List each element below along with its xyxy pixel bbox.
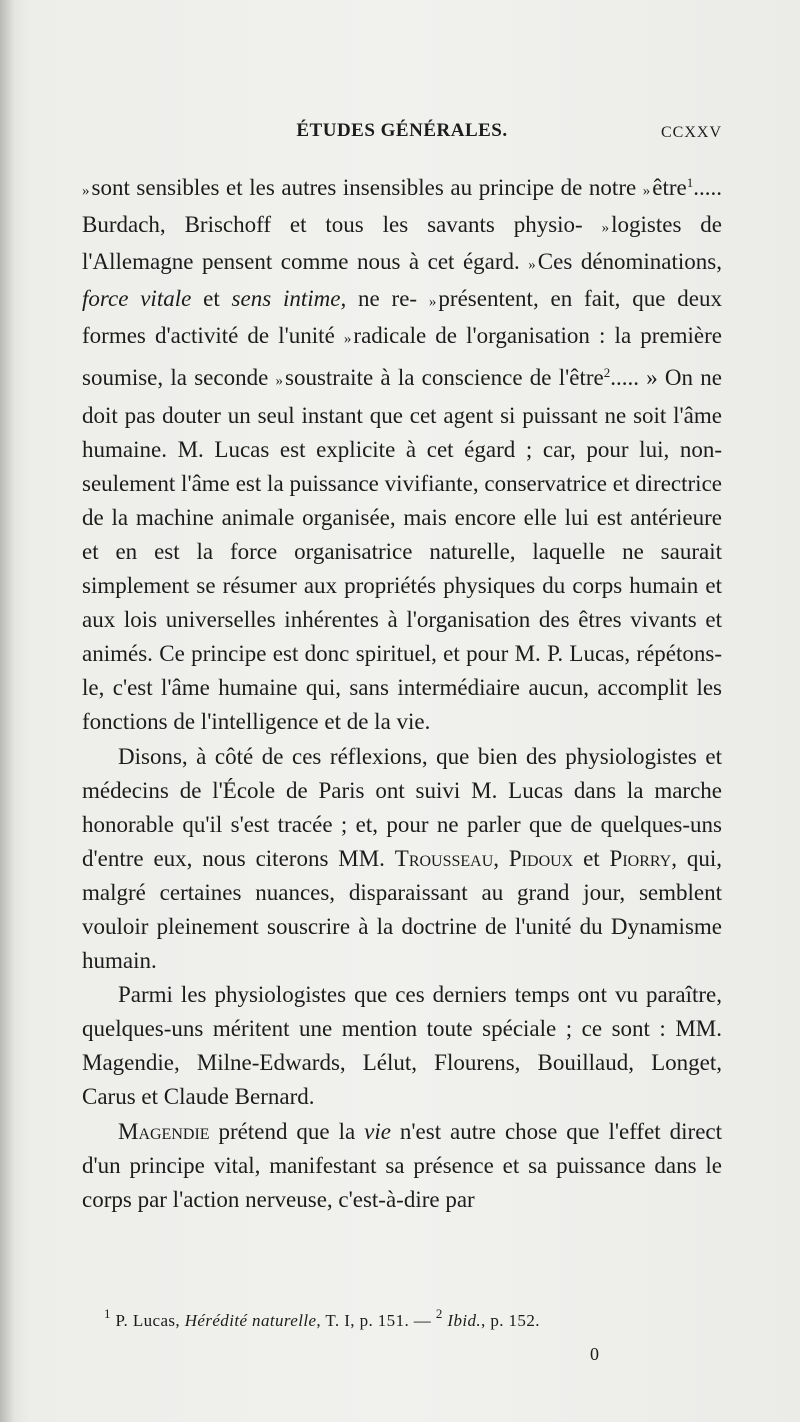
footnote-number: 1: [104, 1306, 111, 1321]
author-name: Magendie: [118, 1118, 210, 1144]
page-number: CCXXV: [660, 124, 722, 141]
footnote-title: Hérédité naturelle: [184, 1311, 317, 1330]
signature-mark: 0: [590, 1344, 599, 1364]
page-header: [82, 120, 722, 154]
italic-term: vie: [364, 1118, 391, 1144]
footnotes: $^1$ P. Lucas, Hérédité naturelle, T. I, p. 151. — $^2$ Ibid., p. 152.: [104, 1306, 540, 1330]
body-text: [82, 166, 722, 1217]
paragraph-parmi: Parmi les physiologistes que ces derniers temps ont vu paraître, quelques-uns méritent une mention toute spéciale ; ce sont : MM. Magendie, Milne-Edwards, Lélut, Flourens, Bouillaud, Longet, Carus et Claude Bernard.: [82, 982, 722, 1110]
author-name: Pidoux: [508, 845, 574, 871]
paragraph-disons: Disons, à côté de ces réflexions, que bien des physiologistes et médecins de l'École de Paris ont suivi M. Lucas dans la marche honorable qu'il s'est tracée ; et, pour ne parler que de quelques-uns d'entre eux, nous citerons MM. Trousseau, Pidoux et Piorry, qui, malgré certaines nuances, disparaissant au grand jour, semblent vouloir pleinement souscrire à la doctrine de l'unité du Dynamisme humain.: [82, 743, 722, 974]
footnote-ibid: Ibid.: [442, 1311, 482, 1330]
italic-term: force vitale: [82, 286, 192, 312]
running-title: ÉTUDES GÉNÉRALES.: [296, 120, 508, 141]
author-name: Trousseau: [394, 845, 494, 871]
author-name: Piorry: [609, 845, 672, 871]
footnote-ref-1: 1: [686, 175, 694, 190]
paragraph-quote: »sont sensibles et les autres insensibles au principe de notre »être$^1$..... Burdach, Brischoff et tous les savants physio- »logistes de l'Allemagne pensent comme nous à cet égard. »Ces dénominations, force vitale et sens intime, ne re- »présentent, en fait, que deux formes d'activité de l'unité »radicale de l'organisation : la première soumise, la seconde »soustraite à la conscience de l'être$^2$..... » On ne doit pas douter un seul instant que cet agent si puissant ne soit l'âme humaine. M. Lucas est explicite à cet égard ; car, pour lui, non-seulement l'âme est la puissance vivifiante, conservatrice et directrice de la machine animale organisée, mais encore elle lui est antérieure et en est la force organisatrice naturelle, laquelle ne saurait simplement se résumer aux propriétés physiques du corps humain et aux lois universelles inhérentes à l'organisation des êtres vivants et animés. Ce principe est donc spirituel, et pour M. P. Lucas, répétons-le, c'est l'âme humaine qui, sans intermédiaire aucun, accomplit les fonctions de l'intelligence et de la vie.: [82, 175, 722, 735]
binding-shadow: [0, 0, 14, 1422]
italic-term: sens intime,: [231, 286, 347, 312]
paragraph-magendie: Magendie prétend que la vie n'est autre chose que l'effet direct d'un principe vital, manifestant sa présence et sa puissance dans le corps par l'action nerveuse, c'est-à-dire par: [82, 1118, 722, 1212]
footnote-number: 2: [435, 1306, 443, 1321]
footnote-ref-2: 2: [603, 365, 611, 381]
